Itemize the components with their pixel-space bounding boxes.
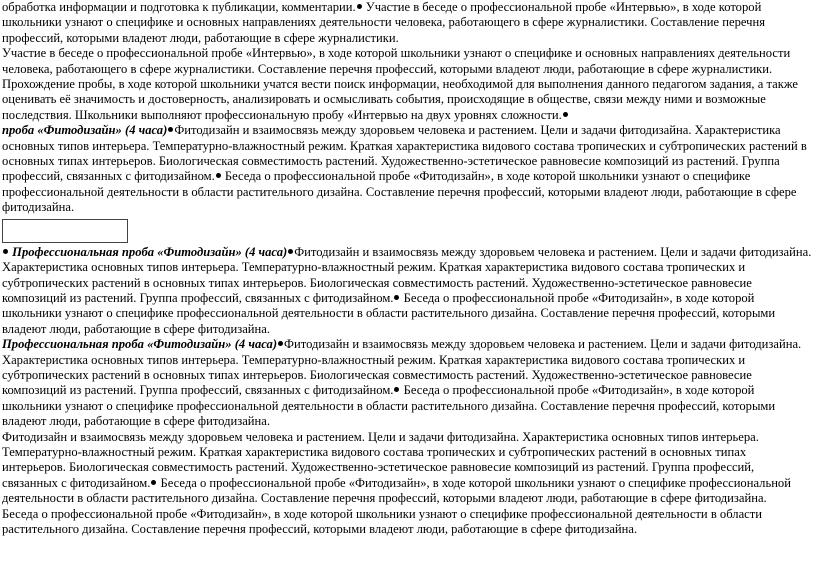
paragraph-3 bbox=[2, 77, 812, 123]
paragraph-5 bbox=[2, 245, 812, 337]
bullet-icon bbox=[563, 112, 568, 117]
paragraph-1-text-b: Участие в беседе о профессиональной пробе «Интервью», в ходе которой школьники узнают о специфике и основных направлениях деятельности человека, работающего в сфере журналистики. Составление перечня профессий, которыми владеют люди, работающие в сфере журналистики. bbox=[2, 0, 766, 45]
bullet-icon bbox=[216, 173, 221, 178]
paragraph-1 bbox=[2, 0, 812, 46]
paragraph-7 bbox=[2, 430, 812, 507]
paragraph-8-text: Беседа о профессиональной пробе «Фитодизайн», в ходе которой школьники узнают о специфике профессиональной деятельности в области растительного дизайна. Составление перечня профессий, которыми владеют люди, работающие в сфере фитодизайна. bbox=[2, 506, 763, 536]
bullet-icon bbox=[288, 249, 293, 254]
empty-frame bbox=[2, 219, 128, 243]
paragraph-2 bbox=[2, 46, 812, 77]
paragraph-6-heading: Профессиональная проба «Фитодизайн» (4 часа) bbox=[2, 337, 278, 352]
paragraph-4-text-b: Беседа о профессиональной пробе «Фитодизайн», в ходе которой школьники узнают о специфике профессиональной деятельности в области растительного дизайна. Составление перечня профессий, которыми владеют люди, работающие в сфере фитодизайна. bbox=[2, 169, 797, 215]
paragraph-4 bbox=[2, 123, 812, 215]
paragraph-3-text: Прохождение пробы, в ходе которой школьники учатся вести поиск информации, необходимой для выполнения данного педагогом задания, а также оценивать её значимость и достоверность, анализировать и осмысливать события, происходящие в обществе, связи между ними и возможные последствия. Школьники выполняют профессиональную пробу «Интервью на двух уровнях сложности. bbox=[2, 77, 798, 122]
paragraph-2-text: Участие в беседе о профессиональной пробе «Интервью», в ходе которой школьники узнают о специфике и основных направлениях деятельности человека, работающего в сфере журналистики. Составление перечня профессий, которыми владеют люди, работающие в сфере журналистики. bbox=[2, 46, 791, 76]
paragraph-7-text-a: Фитодизайн и взаимосвязь между здоровьем человека и растением. Цели и задачи фитодизайна. Характеристика основных типов интерьера. Температурно-влажностный режим. Краткая характеристика видового состава тропических и субтропических растений в основных типах интерьеров. Биологическая совместимость растений. Художественно-эстетическое равновесие композиций из растений. Группа профессий, связанных с фитодизайном. bbox=[2, 429, 759, 490]
paragraph-6-text-b: Беседа о профессиональной пробе «Фитодизайн», в ходе которой школьники узнают о специфике профессиональной деятельности в области растительного дизайна. Составление перечня профессий, которыми владеют люди, работающие в сфере фитодизайна. bbox=[2, 383, 776, 429]
bullet-icon bbox=[151, 480, 156, 485]
paragraph-6 bbox=[2, 337, 812, 429]
paragraph-8 bbox=[2, 507, 812, 538]
document-body bbox=[2, 0, 812, 537]
bullet-icon bbox=[357, 4, 362, 9]
bullet-icon bbox=[278, 341, 283, 346]
paragraph-6-text-a: Фитодизайн и взаимосвязь между здоровьем человека и растением. Цели и задачи фитодизайна. Характеристика основных типов интерьера. Температурно-влажностный режим. Краткая характеристика видового состава тропических и субтропических растений в основных типах интерьеров. Биологическая совместимость растений. Художественно-эстетическое равновесие композиций из растений. Группа профессий, связанных с фитодизайном. bbox=[2, 337, 802, 398]
bullet-icon bbox=[3, 249, 8, 254]
paragraph-1-text-a: обработка информации и подготовка к публикации, комментарии. bbox=[2, 0, 356, 14]
paragraph-4-heading: проба «Фитодизайн» (4 часа) bbox=[2, 123, 168, 138]
bullet-icon bbox=[168, 127, 173, 132]
paragraph-4-text-a: Фитодизайн и взаимосвязь между здоровьем человека и растением. Цели и задачи фитодизайна. Характеристика основных типов интерьера. Температурно-влажностный режим. Краткая характеристика видового состава тропических и субтропических растений в основных типах интерьеров. Биологическая совместимость растений. Художественно-эстетическое равновесие композиций из растений. Группа профессий, связанных с фитодизайном. bbox=[2, 123, 807, 184]
bullet-icon bbox=[394, 295, 399, 300]
paragraph-5-heading: Профессиональная проба «Фитодизайн» (4 часа) bbox=[9, 244, 288, 259]
paragraph-5-text-a: Фитодизайн и взаимосвязь между здоровьем человека и растением. Цели и задачи фитодизайна. Характеристика основных типов интерьера. Температурно-влажностный режим. Краткая характеристика видового состава тропических и субтропических растений в основных типах интерьеров. Биологическая совместимость растений. Художественно-эстетическое равновесие композиций из растений. Группа профессий, связанных с фитодизайном. bbox=[2, 244, 812, 305]
bullet-icon bbox=[394, 387, 399, 392]
paragraph-7-text-b: Беседа о профессиональной пробе «Фитодизайн», в ходе которой школьники узнают о специфике профессиональной деятельности в области растительного дизайна. Составление перечня профессий, которыми владеют люди, работающие в сфере фитодизайна. bbox=[2, 475, 791, 506]
paragraph-5-text-b: Беседа о профессиональной пробе «Фитодизайн», в ходе которой школьники узнают о специфике профессиональной деятельности в области растительного дизайна. Составление перечня профессий, которыми владеют люди, работающие в сфере фитодизайна. bbox=[2, 290, 776, 336]
